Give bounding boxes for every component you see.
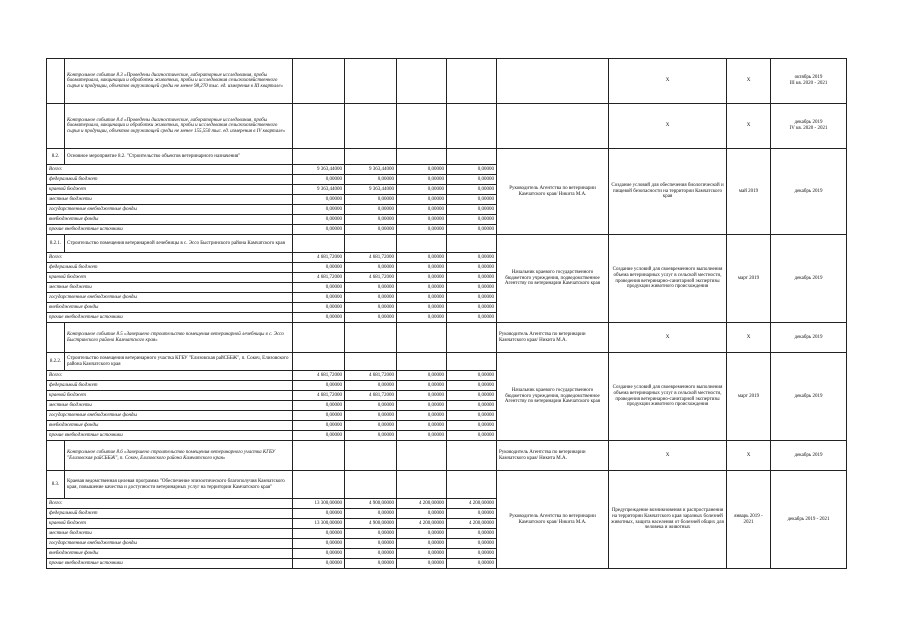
amount-cell: 0,00000 <box>447 421 497 431</box>
amount-cell: 0,00000 <box>345 421 397 431</box>
amount-cell: 0,00000 <box>397 215 447 225</box>
amount-cell: 0,00000 <box>345 205 397 215</box>
funding-source-label: Всего: <box>47 253 293 263</box>
amount-cell: 4 900,00000 <box>345 519 397 529</box>
amount-cell: 0,00000 <box>397 205 447 215</box>
amount-cell: 4 681,72000 <box>345 371 397 381</box>
amount-cell: 4 681,72000 <box>345 253 397 263</box>
empty-cell <box>345 149 397 165</box>
date-cell: декабрь 2019 <box>771 441 847 471</box>
funding-source-label: Всего: <box>47 371 293 381</box>
funding-source-label: краевой бюджет <box>47 185 293 195</box>
responsible-cell <box>497 59 609 104</box>
control-event-row <box>47 104 847 149</box>
empty-cell <box>293 323 345 353</box>
funding-source-label: Всего: <box>47 165 293 175</box>
event-text: Контрольное событие 8.4 «Проведены диагностические, лабораторные исследования, пробы биоматериала, вакцинации и обработки животных, пробы и исследования сельскохозяйственного сырья и продукции, объектов окружающей среды не менее 155,550 тыс. ед. измерения в IV квартале» <box>65 104 293 149</box>
amount-cell: 0,00000 <box>293 225 345 235</box>
amount-cell: 0,00000 <box>293 549 345 559</box>
row-number-cell <box>47 323 65 353</box>
x-mark-1: X <box>609 441 727 471</box>
amount-cell: 0,00000 <box>293 421 345 431</box>
amount-cell: 0,00000 <box>397 293 447 303</box>
amount-cell: 0,00000 <box>345 539 397 549</box>
amount-cell: 0,00000 <box>293 559 345 569</box>
amount-cell: 0,00000 <box>397 411 447 421</box>
amount-cell: 0,00000 <box>447 509 497 519</box>
result-cell: Создание условий для своевременного выполнения объема ветеринарных услуг в сельской местности, проведения ветеринарно-санитарной экспертизы продукции животного происхождения <box>609 235 727 323</box>
measure-header-row <box>47 149 847 165</box>
measure-number: 8.2. <box>47 149 65 165</box>
row-number-cell <box>47 441 65 471</box>
program-table <box>46 58 847 569</box>
amount-cell: 0,00000 <box>345 529 397 539</box>
amount-cell: 0,00000 <box>293 175 345 185</box>
amount-cell: 0,00000 <box>345 549 397 559</box>
date-cell: декабрь 2019 <box>771 323 847 353</box>
amount-cell: 0,00000 <box>397 401 447 411</box>
x-mark-1: X <box>609 59 727 104</box>
control-event-row <box>47 323 847 353</box>
amount-cell: 0,00000 <box>345 175 397 185</box>
empty-cell <box>345 104 397 149</box>
funding-source-label: государственные внебюджетные фонды <box>47 205 293 215</box>
amount-cell: 4 681,72000 <box>293 371 345 381</box>
amount-cell: 0,00000 <box>345 283 397 293</box>
empty-cell <box>293 235 345 253</box>
amount-cell: 0,00000 <box>345 411 397 421</box>
amount-cell: 0,00000 <box>293 205 345 215</box>
amount-cell: 0,00000 <box>397 165 447 175</box>
measure-header-row <box>47 235 847 253</box>
control-event-row <box>47 59 847 104</box>
start-date: март 2019 <box>727 235 771 323</box>
empty-cell <box>397 323 447 353</box>
empty-cell <box>345 235 397 253</box>
amount-cell: 0,00000 <box>345 215 397 225</box>
empty-cell <box>397 471 447 499</box>
empty-cell <box>447 149 497 165</box>
event-text: Контрольное событие 8.5 «Завершено строительство помещения ветеринарной лечебницы в с. Эссо Быстринского района Камчатского края» <box>65 323 293 353</box>
event-text: Контрольное событие 8.6 «Завершено строительство помещения ветеринарного участка КГБУ "Елизовская райСББЖ", п. Сокоч, Елизовского района Камчатского края» <box>65 441 293 471</box>
amount-cell: 0,00000 <box>345 401 397 411</box>
amount-cell: 0,00000 <box>447 185 497 195</box>
amount-cell: 0,00000 <box>345 431 397 441</box>
amount-cell: 0,00000 <box>447 401 497 411</box>
amount-cell: 0,00000 <box>293 313 345 323</box>
amount-cell: 0,00000 <box>345 293 397 303</box>
amount-cell: 0,00000 <box>447 253 497 263</box>
empty-cell <box>293 59 345 104</box>
amount-cell: 0,00000 <box>293 381 345 391</box>
amount-cell: 0,00000 <box>293 263 345 273</box>
amount-cell: 9 363,44000 <box>293 165 345 175</box>
end-date: декабрь 2019 - 2021 <box>771 471 847 569</box>
start-date: март 2019 <box>727 353 771 441</box>
amount-cell: 9 363,44000 <box>293 185 345 195</box>
responsible-cell: Начальник краевого государственного бюджетного учреждения, подведомственное Агентству по ветеринарии Камчатского края <box>497 353 609 441</box>
x-mark-1: X <box>609 323 727 353</box>
amount-cell: 4 681,72000 <box>293 391 345 401</box>
x-mark-1: X <box>609 104 727 149</box>
amount-cell: 4 200,00000 <box>447 519 497 529</box>
empty-cell <box>345 353 397 371</box>
row-number-cell <box>47 104 65 149</box>
amount-cell: 0,00000 <box>397 371 447 381</box>
amount-cell: 0,00000 <box>397 381 447 391</box>
amount-cell: 0,00000 <box>345 225 397 235</box>
amount-cell: 0,00000 <box>447 225 497 235</box>
amount-cell: 0,00000 <box>447 263 497 273</box>
date-cell: декабрь 2019 IV кв. 2020 - 2021 <box>771 104 847 149</box>
amount-cell: 0,00000 <box>447 529 497 539</box>
amount-cell: 0,00000 <box>397 313 447 323</box>
amount-cell: 0,00000 <box>397 509 447 519</box>
amount-cell: 0,00000 <box>447 293 497 303</box>
amount-cell: 4 681,72000 <box>345 273 397 283</box>
empty-cell <box>293 104 345 149</box>
responsible-cell: Руководитель Агентства по ветеринарии Камчатского края/ Никита М.А. <box>497 441 609 471</box>
amount-cell: 4 900,00000 <box>345 499 397 509</box>
measure-number: 8.3. <box>47 471 65 499</box>
amount-cell: 13 300,00000 <box>293 499 345 509</box>
empty-cell <box>397 104 447 149</box>
measure-header-row <box>47 471 847 499</box>
funding-source-label: краевой бюджет <box>47 519 293 529</box>
amount-cell: 4 200,00000 <box>447 499 497 509</box>
amount-cell: 0,00000 <box>397 195 447 205</box>
amount-cell: 0,00000 <box>293 303 345 313</box>
amount-cell: 0,00000 <box>345 263 397 273</box>
amount-cell: 0,00000 <box>293 411 345 421</box>
amount-cell: 0,00000 <box>447 381 497 391</box>
measure-title: Краевая ведомственная целевая программа "Обеспечение эпизоотического благополучия Камчатского края, повышение качества и доступности ветеринарных услуг на территории Камчатского края" <box>65 471 293 499</box>
amount-cell: 4 681,72000 <box>293 253 345 263</box>
funding-source-label: Всего: <box>47 499 293 509</box>
amount-cell: 0,00000 <box>397 431 447 441</box>
amount-cell: 0,00000 <box>293 195 345 205</box>
empty-cell <box>397 441 447 471</box>
funding-source-label: государственные внебюджетные фонды <box>47 293 293 303</box>
row-number-cell <box>47 59 65 104</box>
x-mark-2: X <box>727 323 771 353</box>
funding-source-label: внебюджетные фонды <box>47 303 293 313</box>
amount-cell: 0,00000 <box>447 431 497 441</box>
amount-cell: 0,00000 <box>397 391 447 401</box>
amount-cell: 0,00000 <box>447 313 497 323</box>
amount-cell: 0,00000 <box>447 165 497 175</box>
funding-source-label: местные бюджеты <box>47 401 293 411</box>
measure-header-row <box>47 353 847 371</box>
funding-source-label: федеральный бюджет <box>47 509 293 519</box>
control-event-row <box>47 441 847 471</box>
amount-cell: 4 200,00000 <box>397 519 447 529</box>
empty-cell <box>397 149 447 165</box>
responsible-cell: Начальник краевого государственного бюджетного учреждения, подведомственное Агентству по ветеринарии Камчатского края <box>497 235 609 323</box>
amount-cell: 0,00000 <box>397 263 447 273</box>
amount-cell: 13 300,00000 <box>293 519 345 529</box>
empty-cell <box>293 149 345 165</box>
empty-cell <box>447 441 497 471</box>
funding-source-label: прочие внебюджетные источники <box>47 431 293 441</box>
amount-cell: 0,00000 <box>447 215 497 225</box>
amount-cell: 0,00000 <box>397 273 447 283</box>
amount-cell: 0,00000 <box>447 175 497 185</box>
amount-cell: 0,00000 <box>397 303 447 313</box>
funding-source-label: местные бюджеты <box>47 283 293 293</box>
measure-title: Строительство помещения ветеринарной лечебницы в с. Эссо Быстринского района Камчатского края <box>65 235 293 253</box>
x-mark-2: X <box>727 441 771 471</box>
amount-cell: 0,00000 <box>397 185 447 195</box>
amount-cell: 0,00000 <box>397 283 447 293</box>
amount-cell: 9 363,44000 <box>345 165 397 175</box>
funding-source-label: федеральный бюджет <box>47 381 293 391</box>
end-date: декабрь 2019 <box>771 149 847 235</box>
amount-cell: 0,00000 <box>293 293 345 303</box>
amount-cell: 0,00000 <box>447 539 497 549</box>
empty-cell <box>293 441 345 471</box>
start-date: январь 2019 - 2021 <box>727 471 771 569</box>
funding-source-label: федеральный бюджет <box>47 175 293 185</box>
amount-cell: 0,00000 <box>397 253 447 263</box>
measure-number: 8.2.1. <box>47 235 65 253</box>
responsible-cell: Руководитель Агентства по ветеринарии Камчатского края/ Никита М.А. <box>497 323 609 353</box>
end-date: декабрь 2019 <box>771 353 847 441</box>
responsible-cell: Руководитель Агентства по ветеринарии Камчатского края/ Никита М.А. <box>497 149 609 235</box>
empty-cell <box>345 323 397 353</box>
start-date: май 2019 <box>727 149 771 235</box>
funding-source-label: краевой бюджет <box>47 391 293 401</box>
amount-cell: 0,00000 <box>447 411 497 421</box>
amount-cell: 0,00000 <box>397 549 447 559</box>
amount-cell: 0,00000 <box>447 391 497 401</box>
funding-source-label: прочие внебюджетные источники <box>47 559 293 569</box>
date-cell: октябрь 2019 III кв. 2020 - 2021 <box>771 59 847 104</box>
amount-cell: 0,00000 <box>447 371 497 381</box>
amount-cell: 0,00000 <box>293 539 345 549</box>
amount-cell: 0,00000 <box>397 529 447 539</box>
funding-source-label: местные бюджеты <box>47 529 293 539</box>
funding-source-label: краевой бюджет <box>47 273 293 283</box>
responsible-cell: Руководитель Агентства по ветеринарии Камчатского края/ Никита М.А. <box>497 471 609 569</box>
amount-cell: 4 681,72000 <box>293 273 345 283</box>
amount-cell: 0,00000 <box>293 401 345 411</box>
result-cell: Создание условий для обеспечения биологической и пищевой безопасности на территории Камчатского края <box>609 149 727 235</box>
amount-cell: 0,00000 <box>397 539 447 549</box>
empty-cell <box>397 353 447 371</box>
funding-source-label: внебюджетные фонды <box>47 215 293 225</box>
amount-cell: 4 681,72000 <box>345 391 397 401</box>
funding-source-label: федеральный бюджет <box>47 263 293 273</box>
amount-cell: 0,00000 <box>345 509 397 519</box>
amount-cell: 9 363,44000 <box>345 185 397 195</box>
funding-source-label: прочие внебюджетные источники <box>47 225 293 235</box>
empty-cell <box>447 471 497 499</box>
funding-source-label: государственные внебюджетные фонды <box>47 411 293 421</box>
empty-cell <box>345 471 397 499</box>
empty-cell <box>447 104 497 149</box>
amount-cell: 0,00000 <box>345 195 397 205</box>
empty-cell <box>397 59 447 104</box>
amount-cell: 0,00000 <box>447 205 497 215</box>
amount-cell: 0,00000 <box>293 509 345 519</box>
amount-cell: 0,00000 <box>447 273 497 283</box>
funding-source-label: местные бюджеты <box>47 195 293 205</box>
amount-cell: 0,00000 <box>447 283 497 293</box>
empty-cell <box>447 59 497 104</box>
amount-cell: 0,00000 <box>345 381 397 391</box>
empty-cell <box>345 59 397 104</box>
amount-cell: 0,00000 <box>293 529 345 539</box>
amount-cell: 0,00000 <box>293 215 345 225</box>
x-mark-2: X <box>727 59 771 104</box>
amount-cell: 0,00000 <box>447 549 497 559</box>
amount-cell: 0,00000 <box>345 303 397 313</box>
empty-cell <box>447 323 497 353</box>
funding-source-label: внебюджетные фонды <box>47 421 293 431</box>
result-cell: Предупреждение возникновения и распространения на территории Камчатского края заразных болезней животных, защита населения от болезней общих для человека и животных <box>609 471 727 569</box>
measure-title: Основное мероприятие 8.2. "Строительство объектов ветеринарного назначения" <box>65 149 293 165</box>
amount-cell: 0,00000 <box>293 283 345 293</box>
amount-cell: 0,00000 <box>397 225 447 235</box>
amount-cell: 0,00000 <box>397 421 447 431</box>
funding-source-label: внебюджетные фонды <box>47 549 293 559</box>
empty-cell <box>293 353 345 371</box>
measure-number: 8.2.2. <box>47 353 65 371</box>
amount-cell: 0,00000 <box>397 559 447 569</box>
amount-cell: 0,00000 <box>345 313 397 323</box>
empty-cell <box>345 441 397 471</box>
amount-cell: 0,00000 <box>293 431 345 441</box>
x-mark-2: X <box>727 104 771 149</box>
amount-cell: 0,00000 <box>397 175 447 185</box>
empty-cell <box>293 471 345 499</box>
amount-cell: 0,00000 <box>447 303 497 313</box>
empty-cell <box>397 235 447 253</box>
amount-cell: 0,00000 <box>447 195 497 205</box>
empty-cell <box>447 235 497 253</box>
responsible-cell <box>497 104 609 149</box>
event-text: Контрольное событие 8.3 «Проведены диагностические, лабораторные исследования, пробы биоматериала, вакцинации и обработки животных, пробы и исследования сельскохозяйственного сырья и продукции, объектов окружающей среды не менее 98,270 тыс. ед. измерения в III квартале» <box>65 59 293 104</box>
amount-cell: 0,00000 <box>447 559 497 569</box>
amount-cell: 4 200,00000 <box>397 499 447 509</box>
funding-source-label: прочие внебюджетные источники <box>47 313 293 323</box>
result-cell: Создание условий для своевременного выполнения объема ветеринарных услуг в сельской местности, проведения ветеринарно-санитарной экспертизы продукции животного происхождения <box>609 353 727 441</box>
amount-cell: 0,00000 <box>345 559 397 569</box>
funding-source-label: государственные внебюджетные фонды <box>47 539 293 549</box>
empty-cell <box>447 353 497 371</box>
end-date: декабрь 2019 <box>771 235 847 323</box>
measure-title: Строительство помещения ветеринарного участка КГБУ "Елизовская райСББЖ", п. Сокоч, Елизовского района Камчатского края <box>65 353 293 371</box>
